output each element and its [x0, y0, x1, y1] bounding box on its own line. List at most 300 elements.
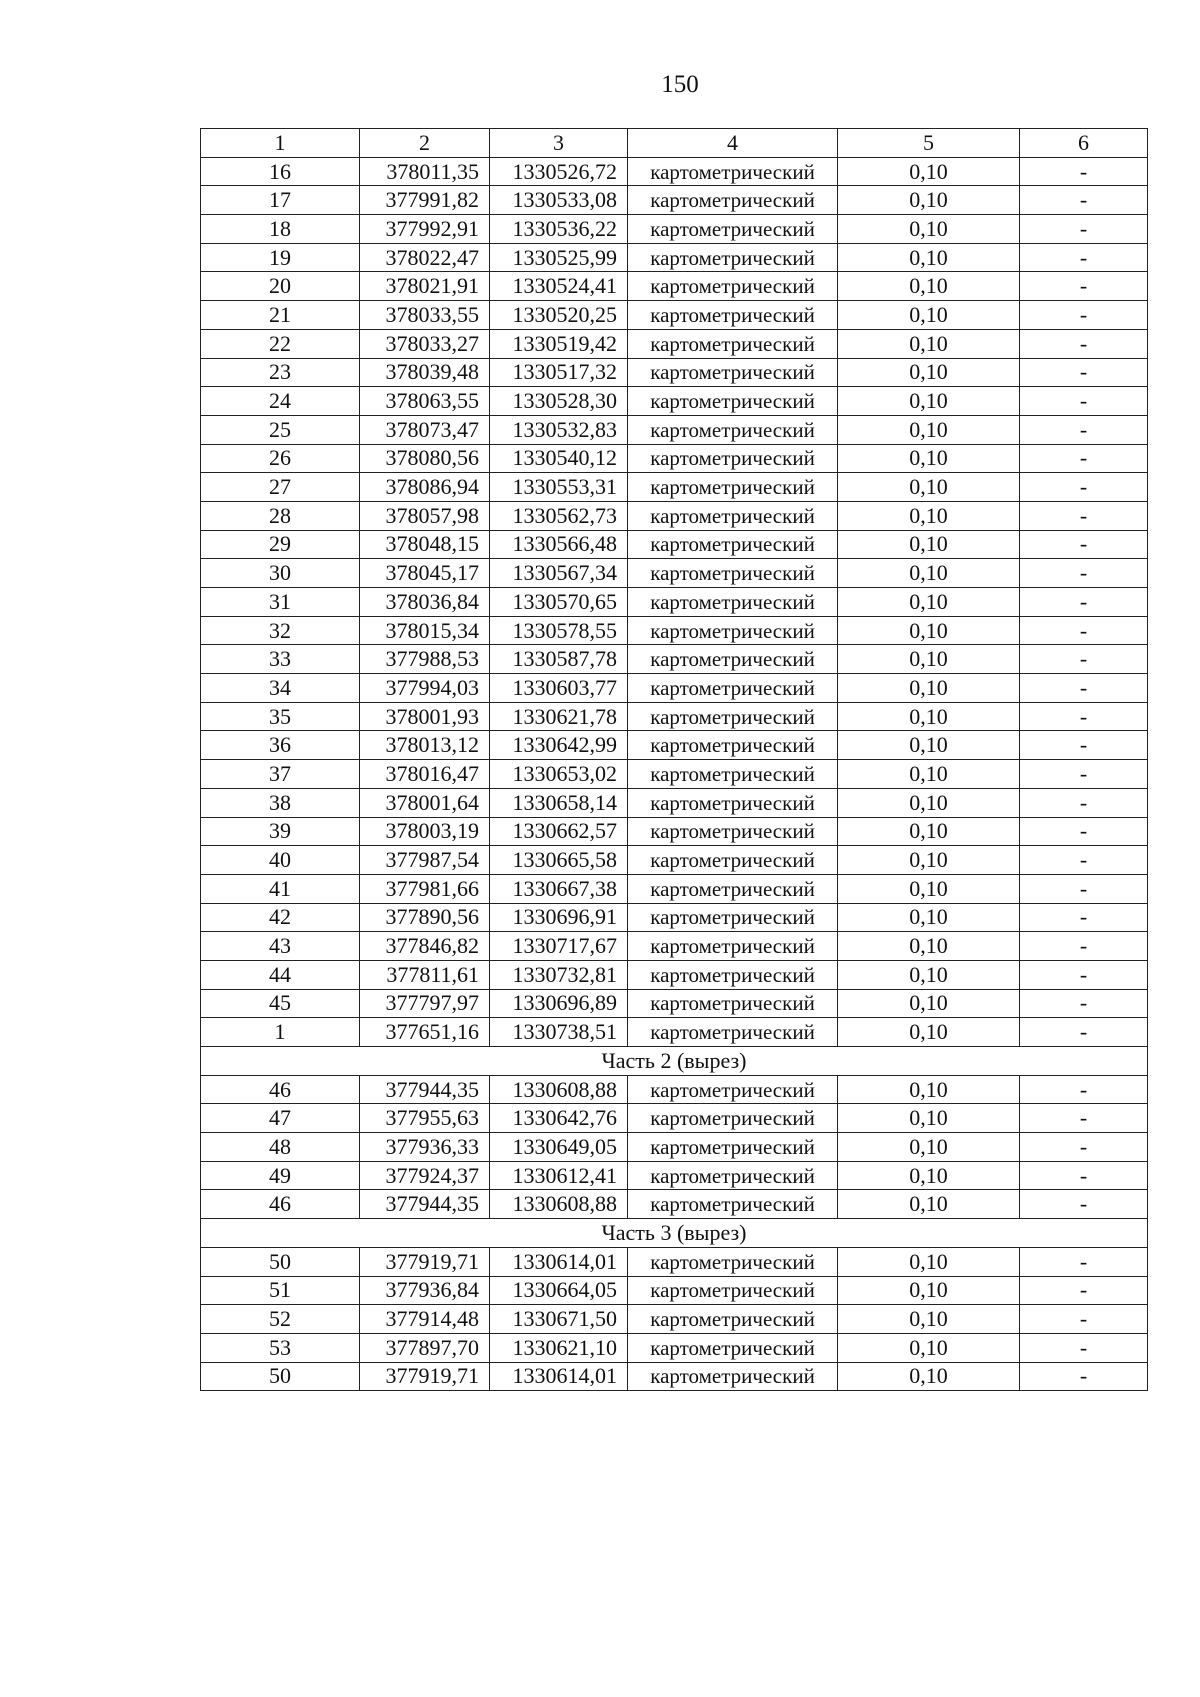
method-cell: картометрический: [628, 903, 838, 932]
coordinate-y: 1330665,58: [490, 846, 628, 875]
accuracy-cell: 0,10: [838, 157, 1020, 186]
note-cell: -: [1020, 415, 1148, 444]
table-row: [201, 846, 1148, 875]
table-row: [201, 1247, 1148, 1276]
note-cell: -: [1020, 1018, 1148, 1047]
coordinate-x: 378011,35: [360, 157, 490, 186]
method-cell: картометрический: [628, 157, 838, 186]
coordinate-y: 1330532,83: [490, 415, 628, 444]
coordinate-y: 1330587,78: [490, 645, 628, 674]
method-cell: картометрический: [628, 1333, 838, 1362]
accuracy-cell: 0,10: [838, 1333, 1020, 1362]
table-row: [201, 788, 1148, 817]
note-cell: -: [1020, 817, 1148, 846]
method-cell: картометрический: [628, 960, 838, 989]
table-row: [201, 616, 1148, 645]
accuracy-cell: 0,10: [838, 989, 1020, 1018]
coordinate-y: 1330524,41: [490, 272, 628, 301]
accuracy-cell: 0,10: [838, 1075, 1020, 1104]
coordinate-x: 377955,63: [360, 1104, 490, 1133]
page-number: 150: [661, 71, 699, 98]
note-cell: -: [1020, 301, 1148, 330]
method-cell: картометрический: [628, 731, 838, 760]
table-row: [201, 444, 1148, 473]
point-number: 35: [201, 702, 360, 731]
note-cell: -: [1020, 645, 1148, 674]
method-cell: картометрический: [628, 588, 838, 617]
method-cell: картометрический: [628, 760, 838, 789]
method-cell: картометрический: [628, 1104, 838, 1133]
coordinate-x: 378039,48: [360, 358, 490, 387]
point-number: 37: [201, 760, 360, 789]
note-cell: -: [1020, 243, 1148, 272]
method-cell: картометрический: [628, 989, 838, 1018]
table-row: [201, 1104, 1148, 1133]
method-cell: картометрический: [628, 1362, 838, 1391]
coordinate-x: 378016,47: [360, 760, 490, 789]
accuracy-cell: 0,10: [838, 1276, 1020, 1305]
note-cell: -: [1020, 358, 1148, 387]
table-row: [201, 358, 1148, 387]
coordinate-x: 377991,82: [360, 186, 490, 215]
note-cell: -: [1020, 1161, 1148, 1190]
coordinate-x: 377944,35: [360, 1190, 490, 1219]
note-cell: -: [1020, 559, 1148, 588]
coordinate-x: 378073,47: [360, 415, 490, 444]
accuracy-cell: 0,10: [838, 788, 1020, 817]
coordinate-y: 1330578,55: [490, 616, 628, 645]
note-cell: -: [1020, 215, 1148, 244]
note-cell: -: [1020, 903, 1148, 932]
table-row: [201, 559, 1148, 588]
point-number: 48: [201, 1133, 360, 1162]
note-cell: -: [1020, 932, 1148, 961]
table-row: [201, 186, 1148, 215]
note-cell: -: [1020, 473, 1148, 502]
accuracy-cell: 0,10: [838, 588, 1020, 617]
method-cell: картометрический: [628, 788, 838, 817]
table-row: [201, 1075, 1148, 1104]
coordinate-y: 1330642,99: [490, 731, 628, 760]
accuracy-cell: 0,10: [838, 501, 1020, 530]
point-number: 28: [201, 501, 360, 530]
point-number: 38: [201, 788, 360, 817]
point-number: 32: [201, 616, 360, 645]
accuracy-cell: 0,10: [838, 301, 1020, 330]
section-title: Часть 3 (вырез): [201, 1219, 1148, 1248]
method-cell: картометрический: [628, 645, 838, 674]
method-cell: картометрический: [628, 243, 838, 272]
coordinate-x: 377944,35: [360, 1075, 490, 1104]
note-cell: -: [1020, 387, 1148, 416]
table-row: [201, 674, 1148, 703]
coordinate-y: 1330732,81: [490, 960, 628, 989]
coordinate-x: 377987,54: [360, 846, 490, 875]
method-cell: картометрический: [628, 1247, 838, 1276]
note-cell: -: [1020, 1305, 1148, 1334]
table-row: [201, 702, 1148, 731]
note-cell: -: [1020, 1190, 1148, 1219]
note-cell: -: [1020, 846, 1148, 875]
point-number: 39: [201, 817, 360, 846]
method-cell: картометрический: [628, 1075, 838, 1104]
point-number: 47: [201, 1104, 360, 1133]
point-number: 30: [201, 559, 360, 588]
point-number: 52: [201, 1305, 360, 1334]
table-row: [201, 1305, 1148, 1334]
coordinate-x: 378015,34: [360, 616, 490, 645]
table-row: [201, 817, 1148, 846]
method-cell: картометрический: [628, 329, 838, 358]
point-number: 31: [201, 588, 360, 617]
accuracy-cell: 0,10: [838, 960, 1020, 989]
coordinate-y: 1330649,05: [490, 1133, 628, 1162]
accuracy-cell: 0,10: [838, 817, 1020, 846]
coordinate-x: 378086,94: [360, 473, 490, 502]
point-number: 50: [201, 1362, 360, 1391]
point-number: 46: [201, 1190, 360, 1219]
coordinate-x: 378033,27: [360, 329, 490, 358]
coordinate-y: 1330608,88: [490, 1190, 628, 1219]
table-row: [201, 760, 1148, 789]
table-row: [201, 272, 1148, 301]
coordinate-x: 377846,82: [360, 932, 490, 961]
point-number: 46: [201, 1075, 360, 1104]
point-number: 50: [201, 1247, 360, 1276]
coordinate-x: 377992,91: [360, 215, 490, 244]
coordinate-y: 1330612,41: [490, 1161, 628, 1190]
coordinate-y: 1330553,31: [490, 473, 628, 502]
note-cell: -: [1020, 1247, 1148, 1276]
point-number: 17: [201, 186, 360, 215]
coordinate-x: 378057,98: [360, 501, 490, 530]
note-cell: -: [1020, 501, 1148, 530]
section-row: [201, 1047, 1148, 1076]
coordinate-y: 1330671,50: [490, 1305, 628, 1334]
method-cell: картометрический: [628, 530, 838, 559]
method-cell: картометрический: [628, 1018, 838, 1047]
note-cell: -: [1020, 702, 1148, 731]
accuracy-cell: 0,10: [838, 1247, 1020, 1276]
coordinate-y: 1330533,08: [490, 186, 628, 215]
table-row: [201, 932, 1148, 961]
accuracy-cell: 0,10: [838, 702, 1020, 731]
note-cell: -: [1020, 616, 1148, 645]
coordinate-x: 378021,91: [360, 272, 490, 301]
table-row: [201, 387, 1148, 416]
point-number: 34: [201, 674, 360, 703]
point-number: 20: [201, 272, 360, 301]
method-cell: картометрический: [628, 846, 838, 875]
point-number: 22: [201, 329, 360, 358]
method-cell: картометрический: [628, 415, 838, 444]
table-row: [201, 530, 1148, 559]
coordinate-x: 378001,64: [360, 788, 490, 817]
note-cell: -: [1020, 989, 1148, 1018]
accuracy-cell: 0,10: [838, 473, 1020, 502]
coordinate-x: 377897,70: [360, 1333, 490, 1362]
note-cell: -: [1020, 1362, 1148, 1391]
table-row: [201, 473, 1148, 502]
accuracy-cell: 0,10: [838, 760, 1020, 789]
accuracy-cell: 0,10: [838, 645, 1020, 674]
header-cell-3: 3: [490, 129, 628, 158]
coordinate-x: 377981,66: [360, 874, 490, 903]
coordinate-y: 1330664,05: [490, 1276, 628, 1305]
coordinate-y: 1330567,34: [490, 559, 628, 588]
accuracy-cell: 0,10: [838, 243, 1020, 272]
method-cell: картометрический: [628, 301, 838, 330]
method-cell: картометрический: [628, 215, 838, 244]
coordinate-y: 1330621,78: [490, 702, 628, 731]
coordinate-x: 377924,37: [360, 1161, 490, 1190]
accuracy-cell: 0,10: [838, 1190, 1020, 1219]
note-cell: -: [1020, 588, 1148, 617]
coordinate-x: 378033,55: [360, 301, 490, 330]
accuracy-cell: 0,10: [838, 1305, 1020, 1334]
coordinate-y: 1330696,89: [490, 989, 628, 1018]
coordinate-y: 1330526,72: [490, 157, 628, 186]
point-number: 26: [201, 444, 360, 473]
accuracy-cell: 0,10: [838, 358, 1020, 387]
coordinate-x: 377988,53: [360, 645, 490, 674]
coordinate-x: 378080,56: [360, 444, 490, 473]
table-row: [201, 874, 1148, 903]
note-cell: -: [1020, 1133, 1148, 1162]
coordinate-y: 1330658,14: [490, 788, 628, 817]
accuracy-cell: 0,10: [838, 1018, 1020, 1047]
table-row: [201, 215, 1148, 244]
coordinate-y: 1330614,01: [490, 1247, 628, 1276]
method-cell: картометрический: [628, 932, 838, 961]
method-cell: картометрический: [628, 559, 838, 588]
coordinate-y: 1330566,48: [490, 530, 628, 559]
note-cell: -: [1020, 1276, 1148, 1305]
table-row: [201, 1018, 1148, 1047]
accuracy-cell: 0,10: [838, 731, 1020, 760]
table-row: [201, 588, 1148, 617]
accuracy-cell: 0,10: [838, 215, 1020, 244]
method-cell: картометрический: [628, 473, 838, 502]
method-cell: картометрический: [628, 616, 838, 645]
accuracy-cell: 0,10: [838, 674, 1020, 703]
note-cell: -: [1020, 674, 1148, 703]
header-cell-5: 5: [838, 129, 1020, 158]
coordinate-y: 1330525,99: [490, 243, 628, 272]
method-cell: картометрический: [628, 186, 838, 215]
coordinate-y: 1330696,91: [490, 903, 628, 932]
section-title: Часть 2 (вырез): [201, 1047, 1148, 1076]
method-cell: картометрический: [628, 1133, 838, 1162]
section-row: [201, 1219, 1148, 1248]
note-cell: -: [1020, 1333, 1148, 1362]
coordinate-x: 377890,56: [360, 903, 490, 932]
note-cell: -: [1020, 530, 1148, 559]
accuracy-cell: 0,10: [838, 329, 1020, 358]
note-cell: -: [1020, 157, 1148, 186]
note-cell: -: [1020, 788, 1148, 817]
table-row: [201, 301, 1148, 330]
point-number: 42: [201, 903, 360, 932]
note-cell: -: [1020, 874, 1148, 903]
table-row: [201, 645, 1148, 674]
point-number: 49: [201, 1161, 360, 1190]
table-row: [201, 1362, 1148, 1391]
coordinate-y: 1330608,88: [490, 1075, 628, 1104]
table-row: [201, 989, 1148, 1018]
accuracy-cell: 0,10: [838, 874, 1020, 903]
coordinate-x: 377919,71: [360, 1247, 490, 1276]
point-number: 1: [201, 1018, 360, 1047]
coordinate-y: 1330528,30: [490, 387, 628, 416]
note-cell: -: [1020, 444, 1148, 473]
accuracy-cell: 0,10: [838, 186, 1020, 215]
table-row: [201, 903, 1148, 932]
note-cell: -: [1020, 186, 1148, 215]
note-cell: -: [1020, 272, 1148, 301]
coordinate-y: 1330738,51: [490, 1018, 628, 1047]
table-row: [201, 415, 1148, 444]
coordinate-y: 1330642,76: [490, 1104, 628, 1133]
method-cell: картометрический: [628, 702, 838, 731]
table-row: [201, 960, 1148, 989]
accuracy-cell: 0,10: [838, 1104, 1020, 1133]
method-cell: картометрический: [628, 1276, 838, 1305]
accuracy-cell: 0,10: [838, 1133, 1020, 1162]
coordinate-y: 1330562,73: [490, 501, 628, 530]
table-row: [201, 1161, 1148, 1190]
table-row: [201, 243, 1148, 272]
method-cell: картометрический: [628, 674, 838, 703]
coordinate-x: 378063,55: [360, 387, 490, 416]
coordinate-x: 378045,17: [360, 559, 490, 588]
coordinate-y: 1330540,12: [490, 444, 628, 473]
header-cell-6: 6: [1020, 129, 1148, 158]
method-cell: картометрический: [628, 874, 838, 903]
method-cell: картометрический: [628, 387, 838, 416]
note-cell: -: [1020, 731, 1148, 760]
table-row: [201, 1333, 1148, 1362]
accuracy-cell: 0,10: [838, 1362, 1020, 1391]
coordinate-x: 377919,71: [360, 1362, 490, 1391]
coordinate-y: 1330621,10: [490, 1333, 628, 1362]
method-cell: картометрический: [628, 358, 838, 387]
coordinate-y: 1330717,67: [490, 932, 628, 961]
table-row: [201, 501, 1148, 530]
coordinate-x: 378013,12: [360, 731, 490, 760]
coordinate-x: 378001,93: [360, 702, 490, 731]
coordinate-y: 1330614,01: [490, 1362, 628, 1391]
method-cell: картометрический: [628, 1190, 838, 1219]
table-row: [201, 1133, 1148, 1162]
point-number: 16: [201, 157, 360, 186]
method-cell: картометрический: [628, 1161, 838, 1190]
accuracy-cell: 0,10: [838, 387, 1020, 416]
coordinate-x: 378003,19: [360, 817, 490, 846]
header-cell-4: 4: [628, 129, 838, 158]
point-number: 23: [201, 358, 360, 387]
point-number: 25: [201, 415, 360, 444]
coordinate-x: 378022,47: [360, 243, 490, 272]
table-body: [201, 157, 1148, 1391]
header-cell-2: 2: [360, 129, 490, 158]
table-row: [201, 731, 1148, 760]
coordinate-y: 1330536,22: [490, 215, 628, 244]
coordinate-y: 1330520,25: [490, 301, 628, 330]
point-number: 51: [201, 1276, 360, 1305]
coordinate-x: 377936,84: [360, 1276, 490, 1305]
coordinate-x: 377797,97: [360, 989, 490, 1018]
coordinate-y: 1330667,38: [490, 874, 628, 903]
table-row: [201, 1276, 1148, 1305]
coordinate-x: 377651,16: [360, 1018, 490, 1047]
note-cell: -: [1020, 1104, 1148, 1133]
coordinate-x: 377914,48: [360, 1305, 490, 1334]
point-number: 40: [201, 846, 360, 875]
table-row: [201, 1190, 1148, 1219]
coordinate-y: 1330517,32: [490, 358, 628, 387]
method-cell: картометрический: [628, 444, 838, 473]
method-cell: картометрический: [628, 501, 838, 530]
point-number: 41: [201, 874, 360, 903]
method-cell: картометрический: [628, 272, 838, 301]
accuracy-cell: 0,10: [838, 903, 1020, 932]
method-cell: картометрический: [628, 817, 838, 846]
accuracy-cell: 0,10: [838, 932, 1020, 961]
point-number: 43: [201, 932, 360, 961]
point-number: 21: [201, 301, 360, 330]
point-number: 33: [201, 645, 360, 674]
accuracy-cell: 0,10: [838, 616, 1020, 645]
header-cell-1: 1: [201, 129, 360, 158]
coordinate-y: 1330662,57: [490, 817, 628, 846]
point-number: 27: [201, 473, 360, 502]
header-row: [201, 129, 1148, 158]
point-number: 44: [201, 960, 360, 989]
point-number: 36: [201, 731, 360, 760]
table-header: [201, 129, 1148, 158]
table-row: [201, 157, 1148, 186]
accuracy-cell: 0,10: [838, 1161, 1020, 1190]
note-cell: -: [1020, 1075, 1148, 1104]
accuracy-cell: 0,10: [838, 530, 1020, 559]
coordinate-x: 377811,61: [360, 960, 490, 989]
coordinate-y: 1330603,77: [490, 674, 628, 703]
coordinates-table: [200, 128, 1148, 1391]
coordinate-x: 378048,15: [360, 530, 490, 559]
point-number: 53: [201, 1333, 360, 1362]
accuracy-cell: 0,10: [838, 559, 1020, 588]
point-number: 45: [201, 989, 360, 1018]
accuracy-cell: 0,10: [838, 272, 1020, 301]
coordinate-x: 377994,03: [360, 674, 490, 703]
coordinate-x: 378036,84: [360, 588, 490, 617]
coordinate-x: 377936,33: [360, 1133, 490, 1162]
coordinate-y: 1330519,42: [490, 329, 628, 358]
coordinate-y: 1330570,65: [490, 588, 628, 617]
point-number: 18: [201, 215, 360, 244]
coordinate-y: 1330653,02: [490, 760, 628, 789]
note-cell: -: [1020, 329, 1148, 358]
point-number: 24: [201, 387, 360, 416]
accuracy-cell: 0,10: [838, 846, 1020, 875]
note-cell: -: [1020, 760, 1148, 789]
method-cell: картометрический: [628, 1305, 838, 1334]
point-number: 29: [201, 530, 360, 559]
note-cell: -: [1020, 960, 1148, 989]
accuracy-cell: 0,10: [838, 415, 1020, 444]
point-number: 19: [201, 243, 360, 272]
